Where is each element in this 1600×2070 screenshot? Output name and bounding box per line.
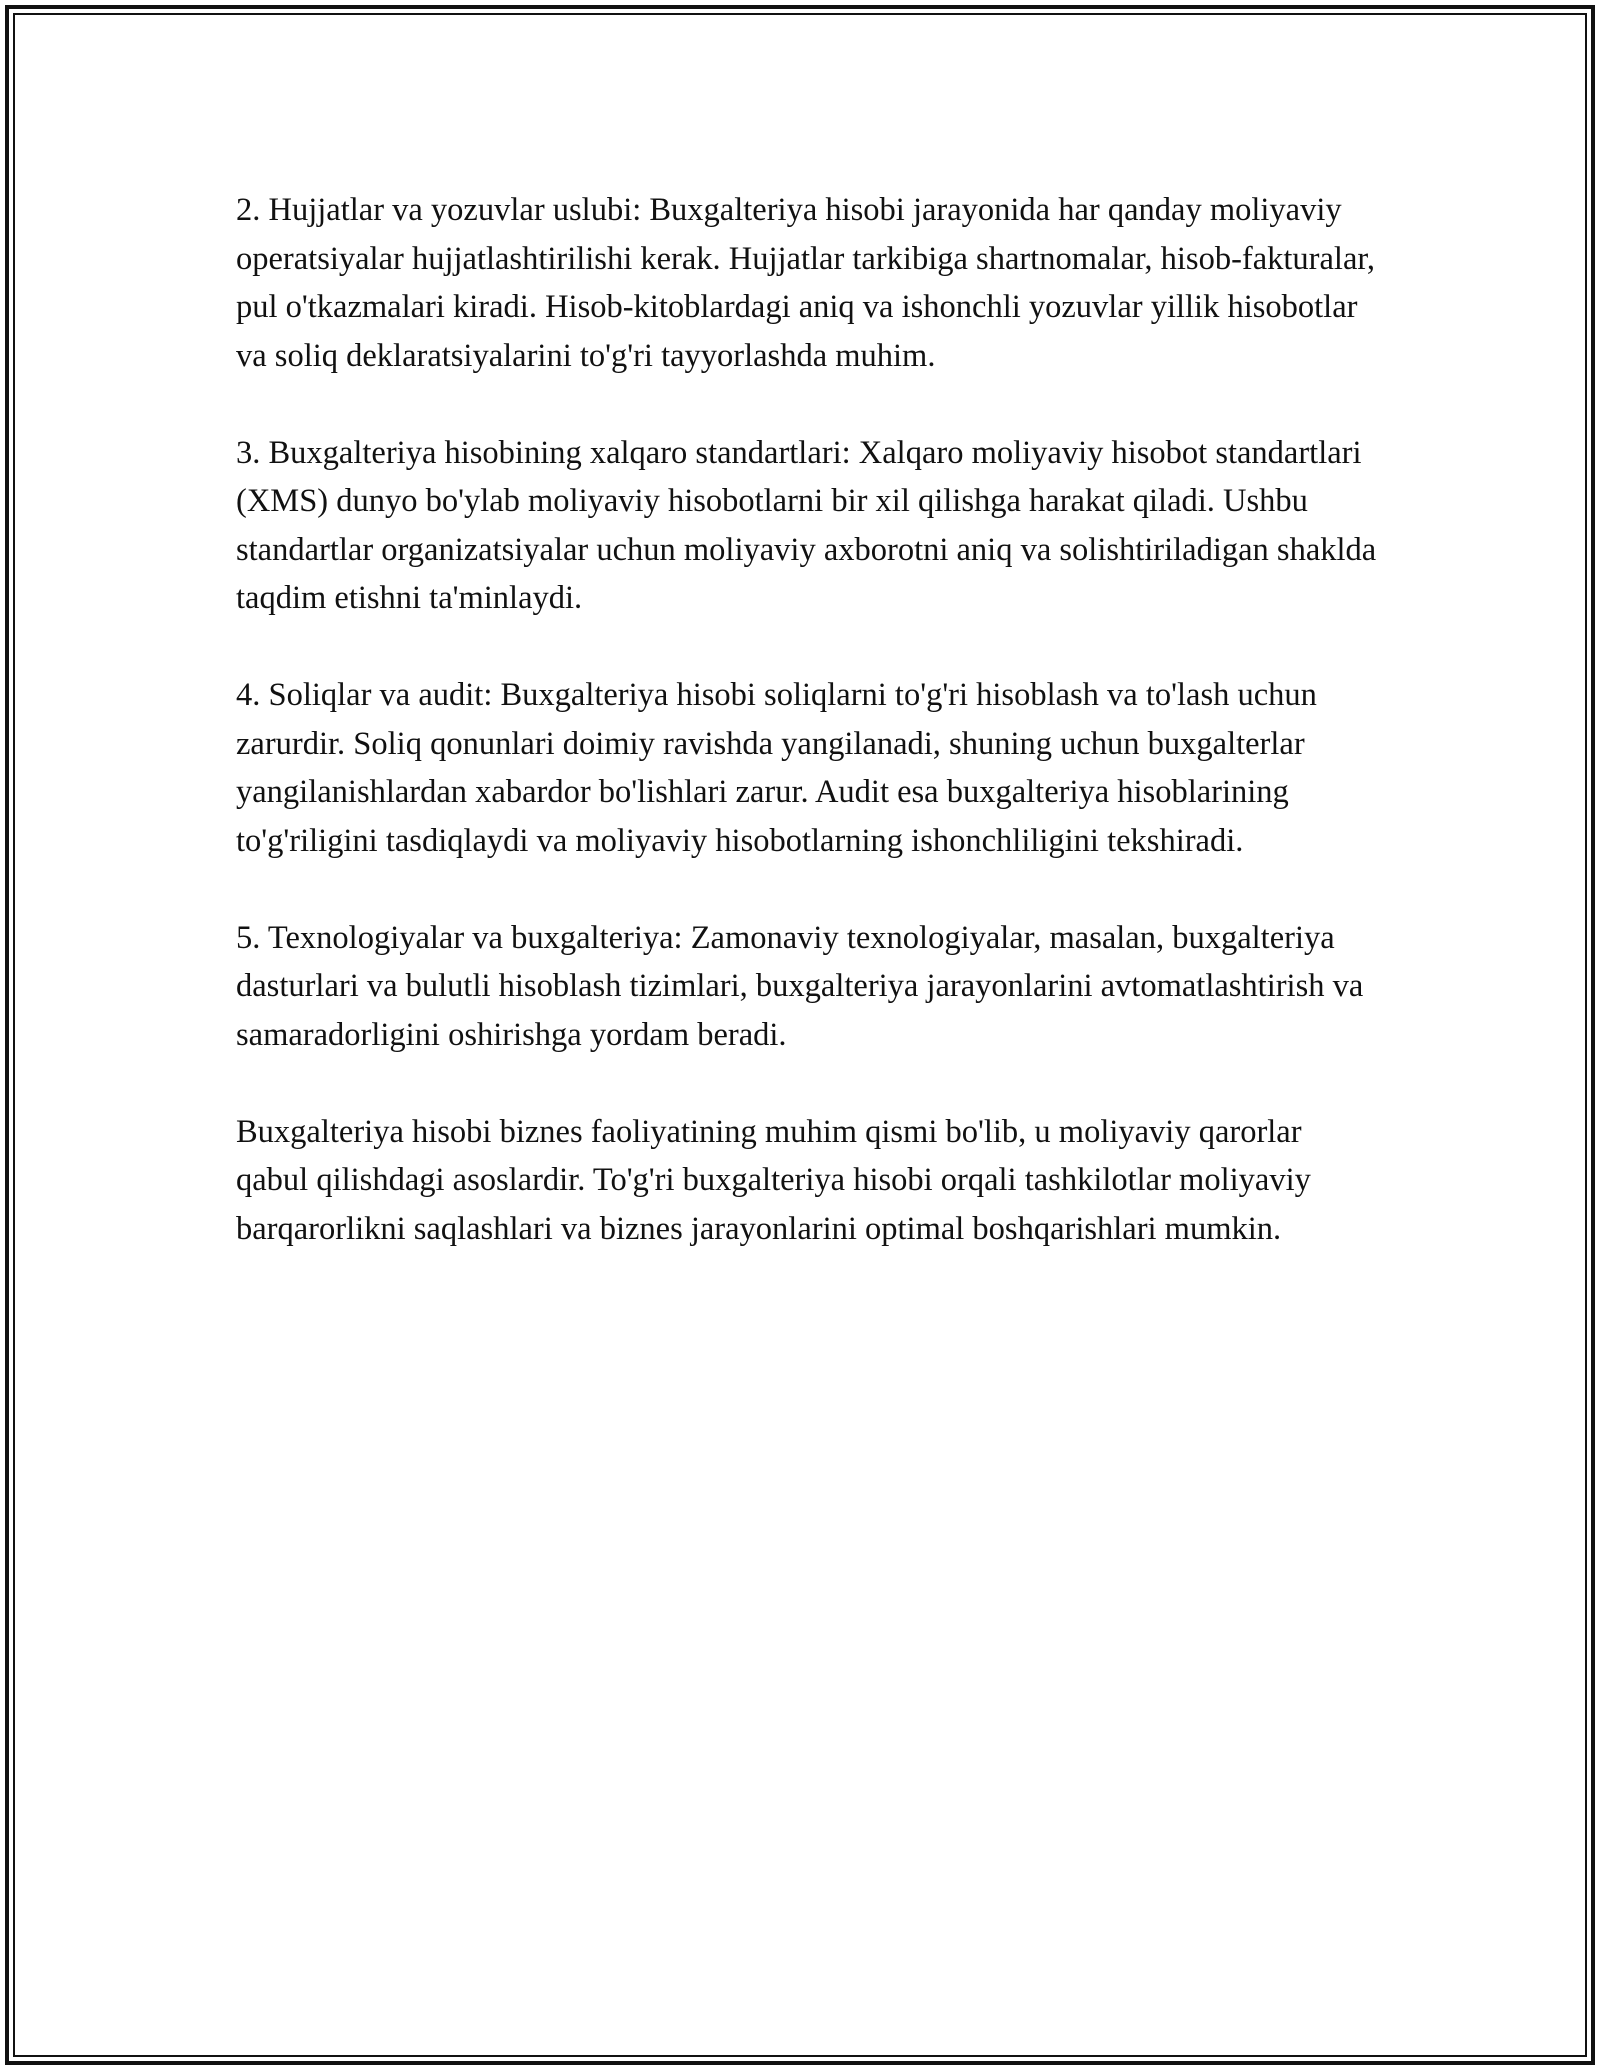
- paragraph-conclusion: Buxgalteriya hisobi biznes faoliyatining muhim qismi bo'lib, u moliyaviy qarorlar qabul qilishdagi asoslardir. To'g'ri buxgalteriya hisobi orqali tashkilotlar moliyaviy barqarorlikni saqlashlari va biznes jarayonlarini optimal boshqarishlari mumkin.: [236, 1113, 1311, 1247]
- paragraph-technologies: 5. Texnologiyalar va buxgalteriya: Zamonaviy texnologiyalar, masalan, buxgalteriya dasturlari va bulutli hisoblash tizimlari, buxgalteriya jarayonlarini avtomatlashtirish va samaradorligini oshirishga yordam beradi.: [236, 919, 1364, 1053]
- paragraph-documents-and-records: 2. Hujjatlar va yozuvlar uslubi: Buxgalteriya hisobi jarayonida har qanday moliyaviy operatsiyalar hujjatlashtirilishi kerak. Hujjatlar tarkibiga shartnomalar, hisob-fakturalar, pul o'tkazmalari kiradi. Hisob-kitoblardagi aniq va ishonchli yozuvlar yillik hisobotlar va soliq deklaratsiyalarini to'g'ri tayyorlashda muhim.: [236, 192, 1376, 374]
- paragraph-international-standards: 3. Buxgalteriya hisobining xalqaro standartlari: Xalqaro moliyaviy hisobot standartlari (XMS) dunyo bo'ylab moliyaviy hisobotlarni bir xil qilishga harakat qiladi. Ushbu standartlar organizatsiyalar uchun moliyaviy axborotni aniq va solishtiriladigan shaklda taqdim etishni ta'minlaydi.: [236, 434, 1377, 616]
- paragraph-taxes-and-audit: 4. Soliqlar va audit: Buxgalteriya hisobi soliqlarni to'g'ri hisoblash va to'lash uchun zarurdir. Soliq qonunlari doimiy ravishda yangilanadi, shuning uchun buxgalterlar yangilanishlardan xabardor bo'lishlari zarur. Audit esa buxgalteriya hisoblarining to'g'riligini tasdiqlaydi va moliyaviy hisobotlarning ishonchliligini tekshiradi.: [236, 677, 1317, 859]
- document-body: [236, 186, 1381, 1302]
